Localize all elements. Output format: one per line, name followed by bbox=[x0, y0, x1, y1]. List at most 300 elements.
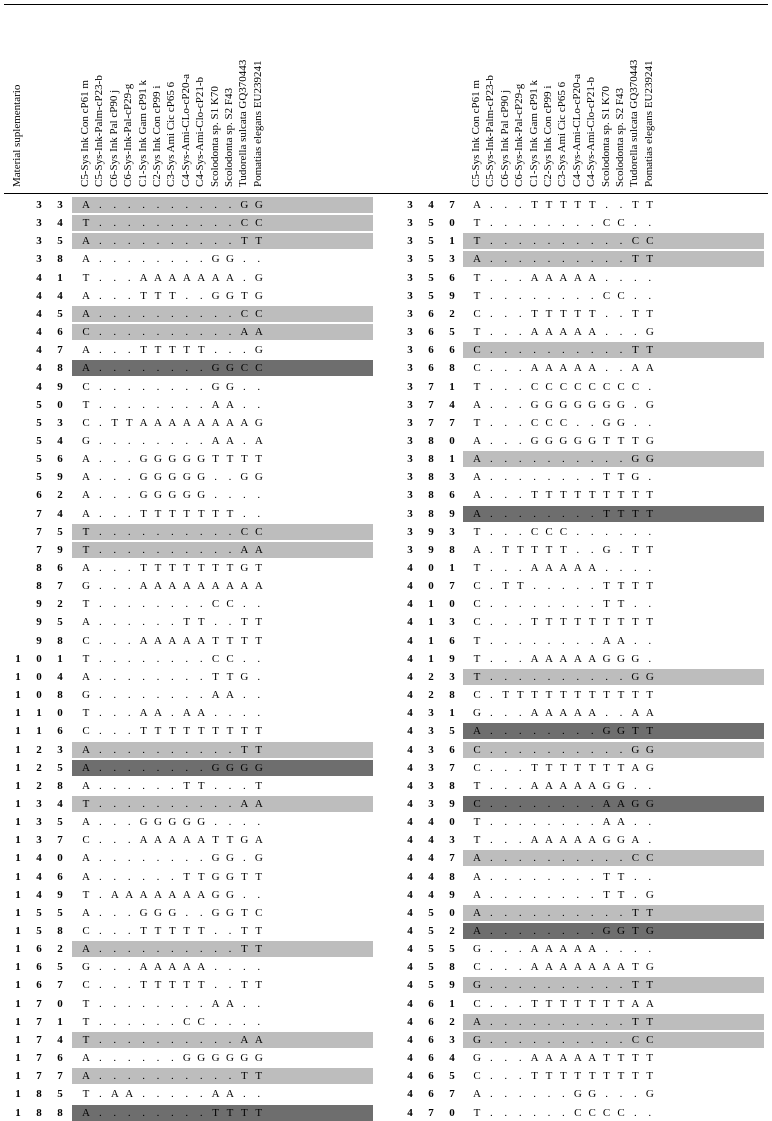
base-cell: . bbox=[504, 562, 508, 574]
base-cell: . bbox=[518, 670, 522, 683]
base-cell: A bbox=[139, 580, 148, 593]
base-cell: . bbox=[142, 1088, 145, 1101]
base-cell: . bbox=[590, 416, 594, 429]
base-cell: A bbox=[588, 271, 597, 284]
base-cell: . bbox=[243, 689, 246, 702]
base-cell: . bbox=[214, 816, 217, 829]
position-digit: 1 bbox=[57, 652, 63, 665]
base-cell: T bbox=[545, 761, 553, 774]
base-cell: T bbox=[603, 507, 610, 520]
base-cell: . bbox=[504, 525, 508, 538]
base-cell: . bbox=[171, 217, 174, 230]
top-rule bbox=[4, 4, 768, 5]
base-cell: . bbox=[127, 925, 131, 937]
base-cell: . bbox=[619, 743, 623, 756]
base-cell: . bbox=[99, 1106, 102, 1119]
base-cell: . bbox=[634, 779, 637, 792]
base-cell: G bbox=[82, 689, 90, 702]
base-cell: T bbox=[617, 888, 625, 901]
position-digit: 8 bbox=[57, 362, 63, 375]
base-cell: . bbox=[590, 906, 594, 919]
base-cell: A bbox=[82, 471, 90, 484]
base-cell: . bbox=[185, 217, 189, 230]
base-cell: T bbox=[531, 307, 538, 320]
base-cell: A bbox=[82, 1052, 90, 1065]
base-cell: . bbox=[142, 525, 145, 538]
base-cell: . bbox=[99, 199, 102, 211]
base-cell: T bbox=[502, 689, 510, 702]
position-digit: 9 bbox=[36, 616, 42, 629]
base-cell: . bbox=[214, 943, 217, 956]
base-cell: . bbox=[228, 979, 232, 992]
base-cell: T bbox=[560, 199, 567, 211]
base-cell: G bbox=[211, 380, 220, 393]
base-cell: . bbox=[99, 253, 102, 266]
position-digit: 1 bbox=[15, 979, 21, 992]
base-cell: T bbox=[617, 434, 625, 447]
base-cell: A bbox=[573, 834, 582, 847]
position-digit: 1 bbox=[15, 1033, 21, 1046]
base-cell: . bbox=[619, 362, 623, 375]
base-cell: . bbox=[533, 925, 536, 937]
base-cell: . bbox=[156, 380, 160, 393]
base-cell: . bbox=[562, 1033, 565, 1046]
base-cell: A bbox=[573, 961, 582, 974]
position-digit: 3 bbox=[428, 779, 434, 792]
base-cell: A bbox=[559, 961, 568, 974]
position-digit: 8 bbox=[36, 1088, 42, 1101]
position-digit: 5 bbox=[57, 761, 63, 774]
base-cell: T bbox=[197, 344, 205, 357]
base-cell: T bbox=[241, 906, 248, 919]
base-cell: . bbox=[214, 1033, 217, 1046]
base-cell: G bbox=[617, 725, 625, 738]
base-cell: . bbox=[156, 943, 160, 956]
base-cell: G bbox=[226, 761, 234, 774]
base-cell: . bbox=[113, 344, 117, 357]
base-cell: . bbox=[619, 344, 623, 357]
base-cell: . bbox=[257, 507, 261, 520]
position-digit: 4 bbox=[36, 870, 42, 883]
base-cell: G bbox=[139, 471, 148, 484]
base-cell: . bbox=[518, 797, 522, 810]
position-digit: 6 bbox=[449, 743, 455, 756]
base-cell: A bbox=[545, 652, 553, 665]
position-digit: 6 bbox=[449, 344, 455, 357]
position-digit: 1 bbox=[15, 779, 21, 792]
position-digit: 3 bbox=[449, 253, 455, 266]
base-cell: T bbox=[197, 725, 205, 738]
base-cell: . bbox=[518, 434, 522, 447]
base-cell: A bbox=[559, 943, 568, 956]
column-header: C1-Sys Ink Gam cP91 k bbox=[527, 80, 540, 187]
base-cell: A bbox=[82, 743, 90, 756]
base-cell: . bbox=[113, 271, 117, 284]
position-digit: 4 bbox=[428, 888, 434, 901]
base-cell: . bbox=[504, 1015, 508, 1028]
base-cell: A bbox=[240, 580, 249, 593]
base-cell: . bbox=[257, 652, 261, 665]
position-digit: 1 bbox=[15, 707, 21, 720]
position-digit: 9 bbox=[449, 979, 455, 992]
base-cell: T bbox=[255, 634, 263, 647]
base-cell: . bbox=[214, 1070, 217, 1083]
base-cell: . bbox=[533, 1033, 536, 1046]
position-digit: 5 bbox=[57, 961, 63, 974]
base-cell: A bbox=[125, 888, 134, 901]
base-cell: A bbox=[559, 362, 568, 375]
base-cell: . bbox=[228, 471, 232, 484]
base-cell: . bbox=[562, 453, 565, 466]
base-cell: . bbox=[504, 797, 508, 810]
base-cell: . bbox=[243, 1015, 246, 1028]
base-cell: . bbox=[185, 307, 189, 320]
base-cell: A bbox=[211, 997, 220, 1010]
position-digit: 4 bbox=[407, 598, 413, 611]
base-cell: . bbox=[99, 888, 102, 901]
base-cell: T bbox=[646, 906, 654, 919]
base-cell: G bbox=[226, 888, 234, 901]
base-cell: . bbox=[113, 725, 117, 738]
position-digit: 3 bbox=[407, 235, 413, 248]
base-cell: C bbox=[226, 598, 234, 611]
base-cell: . bbox=[619, 1088, 623, 1101]
base-cell: . bbox=[99, 326, 102, 339]
position-digit: 3 bbox=[449, 525, 455, 538]
base-cell: G bbox=[473, 707, 481, 720]
base-cell: . bbox=[518, 380, 522, 393]
base-cell: A bbox=[573, 1052, 582, 1065]
base-cell: . bbox=[99, 707, 102, 720]
base-cell: A bbox=[226, 271, 234, 284]
base-cell: . bbox=[214, 707, 217, 720]
base-cell: . bbox=[113, 707, 117, 720]
base-cell: . bbox=[127, 743, 131, 756]
position-digit: 4 bbox=[407, 634, 413, 647]
position-digit: 4 bbox=[407, 834, 413, 847]
base-cell: . bbox=[533, 979, 536, 992]
base-cell: . bbox=[504, 380, 508, 393]
position-digit: 6 bbox=[428, 1052, 434, 1065]
base-cell: T bbox=[588, 307, 596, 320]
base-cell: T bbox=[212, 507, 219, 520]
position-digit: 5 bbox=[449, 943, 455, 956]
base-cell: T bbox=[226, 634, 234, 647]
position-digit: 8 bbox=[449, 779, 455, 792]
position-digit: 7 bbox=[36, 1015, 42, 1028]
position-digit: 1 bbox=[15, 797, 21, 810]
base-cell: A bbox=[530, 652, 539, 665]
position-digit: 0 bbox=[36, 652, 42, 665]
base-cell: T bbox=[516, 543, 524, 556]
base-cell: . bbox=[634, 816, 637, 829]
position-digit: 7 bbox=[449, 580, 455, 593]
base-cell: . bbox=[142, 652, 145, 665]
base-cell: . bbox=[171, 797, 174, 810]
position-digit: 7 bbox=[57, 580, 63, 593]
base-cell: . bbox=[243, 652, 246, 665]
base-cell: . bbox=[99, 307, 102, 320]
position-digit: 6 bbox=[57, 725, 63, 738]
position-digit: 1 bbox=[449, 453, 455, 466]
position-digit: 6 bbox=[57, 1052, 63, 1065]
position-digit: 7 bbox=[36, 543, 42, 556]
base-cell: C bbox=[574, 380, 582, 393]
base-cell: . bbox=[533, 670, 536, 683]
base-cell: A bbox=[602, 816, 611, 829]
base-cell: . bbox=[99, 489, 102, 502]
base-cell: T bbox=[632, 1052, 639, 1065]
base-cell: T bbox=[82, 888, 90, 901]
base-cell: . bbox=[547, 253, 551, 266]
base-cell: . bbox=[199, 362, 203, 375]
base-cell: C bbox=[473, 743, 481, 756]
base-cell: . bbox=[113, 779, 117, 792]
position-digit: 6 bbox=[36, 489, 42, 502]
base-cell: . bbox=[590, 507, 594, 520]
position-digit: 4 bbox=[428, 199, 434, 211]
base-cell: . bbox=[142, 326, 145, 339]
base-cell: G bbox=[139, 453, 148, 466]
position-digit: 2 bbox=[449, 925, 455, 937]
base-cell: . bbox=[199, 217, 203, 230]
base-cell: T bbox=[646, 199, 654, 211]
base-cell: . bbox=[504, 816, 508, 829]
base-cell: . bbox=[113, 652, 117, 665]
base-cell: . bbox=[562, 797, 565, 810]
base-cell: A bbox=[154, 580, 162, 593]
position-digit: 7 bbox=[36, 1052, 42, 1065]
base-cell: . bbox=[214, 779, 217, 792]
base-cell: . bbox=[490, 1033, 493, 1046]
base-cell: . bbox=[113, 1070, 117, 1083]
base-cell: G bbox=[211, 888, 220, 901]
base-cell: T bbox=[574, 616, 582, 629]
base-cell: T bbox=[473, 634, 481, 647]
base-cell: . bbox=[590, 870, 594, 883]
position-digit: 4 bbox=[407, 761, 413, 774]
base-cell: T bbox=[473, 271, 481, 284]
base-cell: . bbox=[127, 797, 131, 810]
base-cell: T bbox=[588, 489, 596, 502]
position-digit: 1 bbox=[449, 997, 455, 1010]
base-cell: . bbox=[228, 943, 232, 956]
base-cell: T bbox=[140, 344, 147, 357]
base-cell: A bbox=[240, 1033, 249, 1046]
position-digit: 4 bbox=[36, 852, 42, 865]
base-cell: . bbox=[619, 307, 623, 320]
base-cell: T bbox=[197, 925, 205, 937]
base-cell: . bbox=[547, 1088, 551, 1101]
base-cell: . bbox=[156, 743, 160, 756]
base-cell: G bbox=[573, 434, 582, 447]
base-cell: G bbox=[197, 1052, 206, 1065]
base-cell: A bbox=[588, 779, 597, 792]
base-cell: . bbox=[518, 725, 522, 738]
base-cell: . bbox=[648, 816, 652, 829]
base-cell: . bbox=[127, 906, 131, 919]
base-cell: C bbox=[530, 380, 539, 393]
position-digit: 8 bbox=[428, 489, 434, 502]
position-digit: 2 bbox=[57, 489, 63, 502]
position-digit: 5 bbox=[428, 289, 434, 302]
base-cell: T bbox=[574, 307, 582, 320]
base-cell: . bbox=[257, 1015, 261, 1028]
base-cell: T bbox=[632, 1015, 639, 1028]
base-cell: G bbox=[211, 870, 220, 883]
base-cell: . bbox=[605, 1033, 608, 1046]
base-cell: T bbox=[111, 416, 119, 429]
base-cell: . bbox=[156, 235, 160, 248]
base-cell: . bbox=[99, 271, 102, 284]
position-digit: 0 bbox=[428, 580, 434, 593]
base-cell: T bbox=[646, 1015, 654, 1028]
base-cell: T bbox=[617, 489, 625, 502]
base-cell: A bbox=[226, 1088, 234, 1101]
base-cell: . bbox=[490, 870, 493, 883]
base-cell: . bbox=[99, 925, 102, 937]
base-cell: . bbox=[113, 253, 117, 266]
base-cell: T bbox=[169, 507, 176, 520]
position-digit: 8 bbox=[57, 689, 63, 702]
position-digit: 5 bbox=[428, 979, 434, 992]
base-cell: A bbox=[139, 834, 148, 847]
base-cell: . bbox=[547, 670, 551, 683]
base-cell: G bbox=[573, 398, 582, 411]
base-cell: . bbox=[576, 888, 580, 901]
position-digit: 8 bbox=[36, 1106, 42, 1119]
base-cell: . bbox=[99, 380, 102, 393]
base-cell: . bbox=[490, 1070, 493, 1083]
position-digit: 6 bbox=[57, 562, 63, 574]
base-cell: T bbox=[473, 416, 481, 429]
base-cell: . bbox=[171, 380, 174, 393]
base-cell: . bbox=[171, 1015, 174, 1028]
base-cell: . bbox=[228, 235, 232, 248]
position-digit: 4 bbox=[36, 326, 42, 339]
base-cell: . bbox=[562, 235, 565, 248]
position-digit: 4 bbox=[407, 1015, 413, 1028]
base-cell: T bbox=[545, 307, 553, 320]
position-digit: 5 bbox=[36, 925, 42, 937]
base-cell: T bbox=[617, 689, 625, 702]
base-cell: . bbox=[142, 1070, 145, 1083]
base-cell: A bbox=[545, 943, 553, 956]
base-cell: A bbox=[82, 906, 90, 919]
base-cell: . bbox=[504, 961, 508, 974]
base-cell: A bbox=[168, 416, 177, 429]
base-cell: T bbox=[140, 289, 147, 302]
base-cell: . bbox=[127, 489, 131, 502]
base-cell: . bbox=[518, 362, 522, 375]
position-digit: 3 bbox=[407, 253, 413, 266]
base-cell: . bbox=[648, 634, 652, 647]
base-cell: A bbox=[588, 943, 597, 956]
base-cell: T bbox=[603, 434, 610, 447]
base-cell: . bbox=[185, 326, 189, 339]
position-digit: 3 bbox=[407, 289, 413, 302]
base-cell: . bbox=[518, 235, 522, 248]
position-digit: 4 bbox=[428, 852, 434, 865]
base-cell: . bbox=[547, 235, 551, 248]
base-cell: T bbox=[632, 925, 639, 937]
base-cell: . bbox=[490, 707, 493, 720]
base-cell: . bbox=[504, 979, 508, 992]
base-cell: . bbox=[504, 1033, 508, 1046]
base-cell: . bbox=[214, 1015, 217, 1028]
position-digit: 2 bbox=[36, 761, 42, 774]
base-cell: A bbox=[530, 943, 539, 956]
base-cell: A bbox=[530, 326, 539, 339]
base-cell: . bbox=[504, 471, 508, 484]
base-cell: G bbox=[645, 888, 654, 901]
base-cell: . bbox=[648, 525, 652, 538]
base-cell: G bbox=[559, 398, 568, 411]
base-cell: . bbox=[504, 906, 508, 919]
position-digit: 6 bbox=[428, 344, 434, 357]
position-digit: 6 bbox=[428, 362, 434, 375]
base-cell: . bbox=[590, 525, 594, 538]
base-cell: . bbox=[113, 217, 117, 230]
base-cell: . bbox=[99, 616, 102, 629]
base-cell: . bbox=[619, 979, 623, 992]
base-cell: . bbox=[518, 453, 522, 466]
base-cell: . bbox=[185, 689, 189, 702]
base-cell: . bbox=[504, 725, 508, 738]
base-cell: . bbox=[243, 816, 246, 829]
position-digit: 7 bbox=[36, 507, 42, 520]
base-cell: A bbox=[545, 326, 553, 339]
base-cell: . bbox=[518, 1033, 522, 1046]
position-digit: 2 bbox=[449, 1015, 455, 1028]
base-cell: . bbox=[518, 562, 522, 574]
position-digit: 0 bbox=[36, 670, 42, 683]
base-cell: T bbox=[226, 725, 234, 738]
base-cell: G bbox=[240, 670, 249, 683]
base-cell: A bbox=[197, 271, 206, 284]
base-cell: . bbox=[199, 380, 203, 393]
position-digit: 6 bbox=[449, 489, 455, 502]
base-cell: . bbox=[99, 362, 102, 375]
position-digit: 7 bbox=[449, 1088, 455, 1101]
base-cell: . bbox=[504, 1052, 508, 1065]
position-digit: 6 bbox=[57, 453, 63, 466]
position-digit: 4 bbox=[407, 997, 413, 1010]
base-cell: T bbox=[545, 199, 553, 211]
base-cell: T bbox=[560, 689, 567, 702]
base-cell: . bbox=[518, 616, 522, 629]
base-cell: C bbox=[617, 1106, 625, 1119]
base-cell: . bbox=[490, 852, 493, 865]
position-digit: 1 bbox=[15, 925, 21, 937]
base-cell: . bbox=[518, 598, 522, 611]
base-cell: . bbox=[518, 398, 522, 411]
base-cell: . bbox=[185, 797, 189, 810]
position-digit: 8 bbox=[36, 580, 42, 593]
base-cell: . bbox=[156, 598, 160, 611]
position-digit: 6 bbox=[428, 1088, 434, 1101]
position-digit: 7 bbox=[428, 416, 434, 429]
base-cell: A bbox=[125, 1088, 134, 1101]
position-digit: 1 bbox=[15, 1052, 21, 1065]
base-cell: T bbox=[531, 761, 538, 774]
base-cell: A bbox=[473, 1088, 481, 1101]
position-digit: 4 bbox=[36, 271, 42, 284]
column-header: C4-Sys-Ami-CLo-cP20-a bbox=[570, 73, 583, 187]
base-cell: . bbox=[171, 707, 174, 720]
base-cell: . bbox=[171, 253, 174, 266]
base-cell: . bbox=[518, 1088, 522, 1101]
